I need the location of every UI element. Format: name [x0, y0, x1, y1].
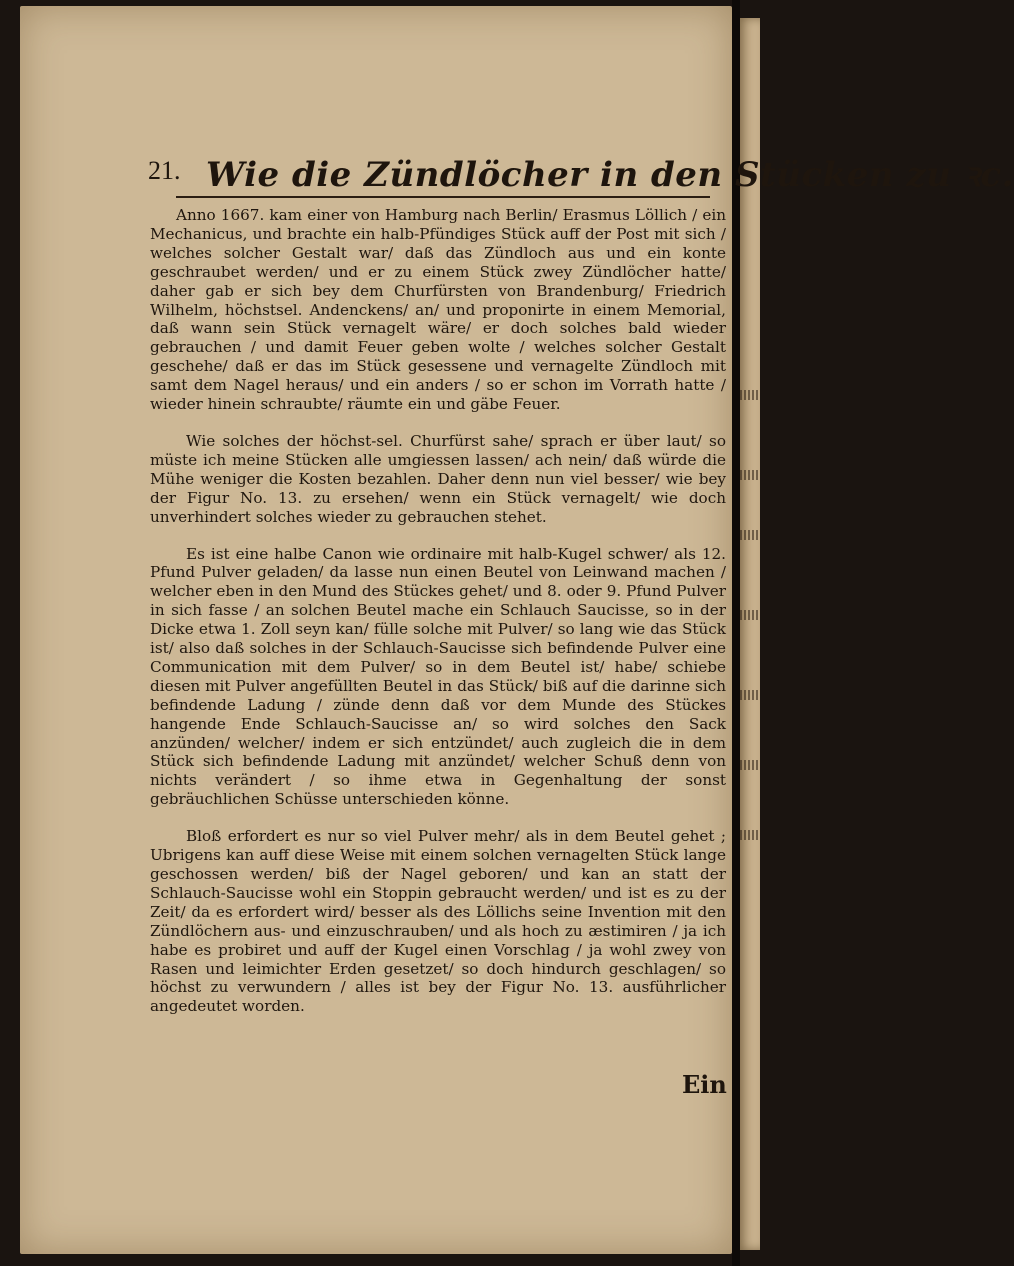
facing-page-text-fragment [740, 610, 760, 620]
page-header [148, 150, 1014, 200]
facing-page-text-fragment [740, 470, 760, 480]
body-text [150, 206, 726, 1034]
paragraph: Anno 1667. kam einer von Hamburg nach Berlin/ Erasmus Löllich / ein Mechanicus, und brachte ein halb-Pfündiges Stück auff der Post mit sich / welches solcher Gestalt war/ daß das Zündloch aus und ein konte geschraubet werden/ und er zu einem Stück zwey Zündlöcher hatte/ daher gab er sich bey dem Churfürsten von Brandenburg/ Friedrich Wilhelm, höchstsel. Andenckens/ an/ und proponirte in einem Memorial, daß wann sein Stück vernagelt wäre/ er doch solches bald wieder gebrauchen / und damit Feuer geben wolte / welches solcher Gestalt geschehe/ daß er das im Stück gesessene und vernagelte Zündloch mit samt dem Nagel heraus/ und ein anders / so er schon im Vorrath hatte / wieder hinein schraubte/ räumte ein und gäbe Feuer. [150, 206, 726, 414]
facing-page-text-fragment [740, 760, 760, 770]
paragraph: Bloß erfordert es nur so viel Pulver mehr/ als in dem Beutel gehet ; Ubrigens kan auff diese Weise mit einem solchen vernagelten Stück lange geschossen werden/ biß der Nagel geboren/ und kan an statt der Schlauch-Saucisse wohl ein Stoppin gebraucht werden/ und ist es zu der Zeit/ da es erfordert wird/ besser als des Löllichs seine Invention mit den Zündlöchern aus- und einzuschrauben/ und als hoch zu æstimiren / ja ich habe es probiret und auff der Kugel einen Vorschlag / ja wohl zwey von Rasen und leimichter Erden gesetzet/ so doch hindurch geschlagen/ so höchst zu verwundern / alles ist bey der Figur No. 13. ausführlicher angedeutet worden. [150, 827, 726, 1016]
header-rule [176, 196, 710, 198]
paragraph: Es ist eine halbe Canon wie ordinaire mit halb-Kugel schwer/ als 12. Pfund Pulver geladen/ da lasse nun einen Beutel von Leinwand machen / welcher eben in den Mund des Stückes gehet/ und 8. oder 9. Pfund Pulver in sich fasse / an solchen Beutel mache ein Schlauch Saucisse, so in der Dicke etwa 1. Zoll seyn kan/ fülle solche mit Pulver/ so lang wie das Stück ist/ also daß solches in der Schlauch-Saucisse sich befindende Pulver eine Communication mit dem Pulver/ so in dem Beutel ist/ habe/ schiebe diesen mit Pulver angefüllten Beutel in das Stück/ biß auf die darinne sich befindende Ladung / zünde denn daß vor dem Munde des Stückes hangende Ende Schlauch-Saucisse an/ so wird solches den Sack anzünden/ welcher/ indem er sich entzündet/ auch zugleich die in dem Stück sich befindende Ladung mit anzündet/ welcher Schuß denn von nichts verändert / so ihme etwa in Gegenhaltung der sonst gebräuchlichen Schüsse unterschieden könne. [150, 544, 726, 809]
facing-page-text-fragment [740, 830, 760, 840]
running-head: Wie die Zündlöcher in den Stücken zu ꝛc. [206, 155, 1014, 195]
facing-page-text-fragment [740, 690, 760, 700]
facing-page-text-fragment [740, 390, 760, 400]
paragraph: Wie solches der höchst-sel. Churfürst sahe/ sprach er über laut/ so müste ich meine Stücken alle umgiessen lassen/ ach nein/ daß würde die Mühe weniger die Kosten bezahlen. Daher denn nun viel besser/ wie bey der Figur No. 13. zu ersehen/ wenn ein Stück vernagelt/ wie doch unverhindert solches wieder zu gebrauchen stehet. [150, 431, 726, 526]
page-number: 21. [148, 156, 181, 185]
catchword: Ein [682, 1070, 727, 1099]
facing-page-text-fragment [740, 530, 760, 540]
facing-page-edge [738, 18, 760, 1250]
